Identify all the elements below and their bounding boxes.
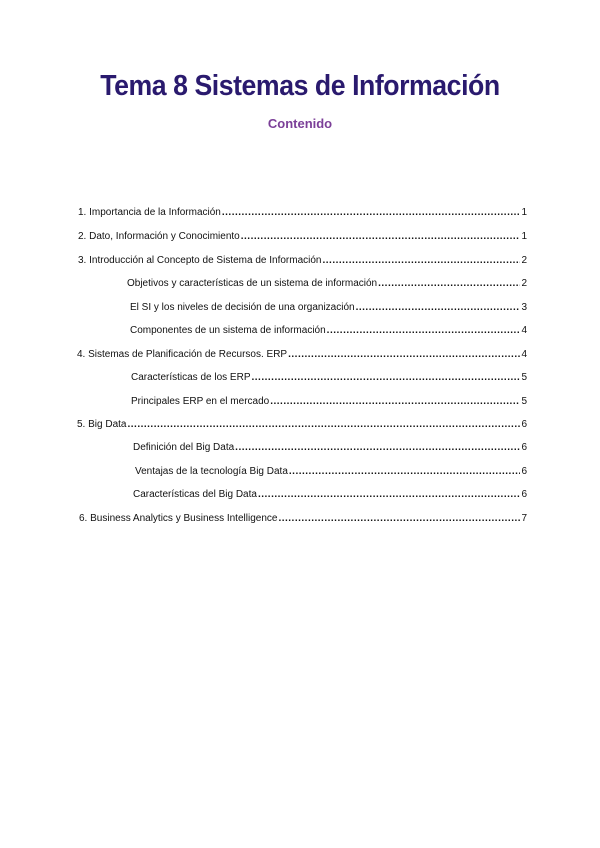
dot-leader: [327, 323, 521, 339]
toc-entry-page: 2: [521, 255, 527, 266]
dot-leader: [258, 487, 520, 503]
toc-entry-label: 1. Importancia de la Información: [78, 207, 221, 218]
toc-entry-page: 3: [521, 302, 527, 313]
dot-leader: [322, 253, 520, 269]
toc-entry-label: 5. Big Data: [77, 419, 127, 430]
toc-entry[interactable]: [77, 417, 527, 433]
toc-entry-label: Definición del Big Data: [133, 442, 235, 453]
dot-leader: [378, 276, 520, 292]
toc-entry-label: El SI y los niveles de decisión de una organización: [130, 302, 355, 313]
dot-leader: [241, 229, 521, 245]
toc-entry[interactable]: [78, 253, 527, 269]
dot-leader: [289, 464, 521, 480]
toc-entry[interactable]: [78, 205, 527, 221]
toc-entry-label: Componentes de un sistema de información: [130, 325, 326, 336]
toc-entry-page: 6: [521, 442, 527, 453]
dot-leader: [278, 511, 520, 527]
toc-entry[interactable]: [79, 511, 527, 527]
toc-entry-page: 5: [521, 372, 527, 383]
toc-entry[interactable]: [131, 370, 527, 386]
toc-entry[interactable]: [130, 300, 527, 316]
toc-entry-page: 7: [521, 513, 527, 524]
toc-entry-label: Ventajas de la tecnología Big Data: [135, 466, 288, 477]
toc-entry-page: 6: [521, 489, 527, 500]
toc-entry[interactable]: [135, 464, 527, 480]
toc-entry[interactable]: [127, 276, 527, 292]
toc-entry-label: Características del Big Data: [133, 489, 257, 500]
toc-entry-label: 4. Sistemas de Planificación de Recursos. ERP: [77, 349, 288, 360]
dot-leader: [270, 394, 520, 410]
toc-entry[interactable]: [78, 229, 527, 245]
dot-leader: [127, 417, 520, 433]
toc-entry-label: Características de los ERP: [131, 372, 251, 383]
toc-entry-label: 6. Business Analytics y Business Intelligence: [79, 513, 278, 524]
toc-entry[interactable]: [77, 347, 527, 363]
toc-entry-label: 2. Dato, Información y Conocimiento: [78, 231, 240, 242]
toc-entry-page: 6: [521, 466, 527, 477]
toc-entry-page: 4: [521, 349, 527, 360]
dot-leader: [235, 440, 520, 456]
toc-entry-page: 1: [521, 207, 527, 218]
toc-entry-page: 4: [521, 325, 527, 336]
page-title: Tema 8 Sistemas de Información: [100, 70, 500, 102]
toc-entry-label: Objetivos y características de un sistema de información: [127, 278, 378, 289]
toc-entry-label: Principales ERP en el mercado: [131, 396, 270, 407]
toc-entry-page: 5: [521, 396, 527, 407]
dot-leader: [222, 205, 521, 221]
contents-heading: Contenido: [267, 116, 333, 131]
toc-entry[interactable]: [133, 487, 527, 503]
toc-entry-page: 1: [521, 231, 527, 242]
toc-entry[interactable]: [133, 440, 527, 456]
dot-leader: [356, 300, 521, 316]
toc-entry[interactable]: [130, 323, 527, 339]
toc-entry-page: 2: [521, 278, 527, 289]
dot-leader: [288, 347, 520, 363]
toc-entry-label: 3. Introducción al Concepto de Sistema de Información: [78, 255, 322, 266]
dot-leader: [252, 370, 521, 386]
toc-entry-page: 6: [521, 419, 527, 430]
toc-entry[interactable]: [131, 394, 527, 410]
